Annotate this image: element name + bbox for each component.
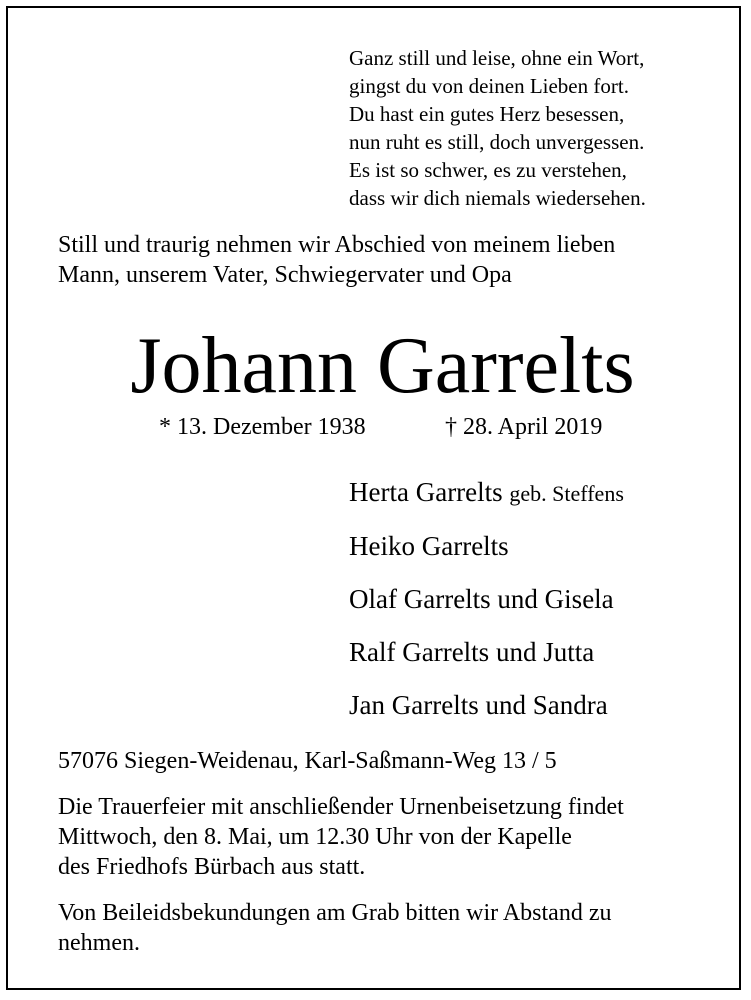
request-line: nehmen.: [58, 930, 140, 956]
mourners-list: [349, 466, 739, 732]
poem-line: Du hast ein gutes Herz besessen,: [349, 102, 625, 126]
intro-text: [58, 230, 718, 290]
ceremony-info: [58, 792, 728, 882]
mourner-item: [349, 573, 739, 626]
mourner-name: Heiko Garrelts: [349, 531, 509, 561]
mourner-item: [349, 626, 739, 679]
ceremony-line: Die Trauerfeier mit anschließender Urnenbeisetzung findet: [58, 794, 624, 820]
poem-line: Ganz still und leise, ohne ein Wort,: [349, 46, 645, 70]
request-line: Von Beileidsbekundungen am Grab bitten wir Abstand zu: [58, 900, 612, 926]
deceased-name: Johann Garrelts: [130, 322, 635, 410]
poem: [349, 44, 729, 212]
birth-date: * 13. Dezember 1938: [159, 414, 366, 440]
ceremony-line: Mittwoch, den 8. Mai, um 12.30 Uhr von der Kapelle: [58, 824, 572, 850]
poem-line: nun ruht es still, doch unvergessen.: [349, 130, 645, 154]
intro-line: Still und traurig nehmen wir Abschied von meinem lieben: [58, 232, 616, 258]
mourner-note: geb. Steffens: [509, 481, 624, 506]
address: 57076 Siegen-Weidenau, Karl-Saßmann-Weg 13 / 5: [58, 748, 557, 774]
intro-line: Mann, unserem Vater, Schwiegervater und Opa: [58, 262, 512, 288]
poem-line: gingst du von deinen Lieben fort.: [349, 74, 629, 98]
ceremony-line: des Friedhofs Bürbach aus statt.: [58, 854, 366, 880]
condolence-request: [58, 898, 728, 958]
mourner-name: Ralf Garrelts und Jutta: [349, 637, 595, 667]
poem-line: dass wir dich niemals wiedersehen.: [349, 186, 646, 210]
mourner-name: Herta Garrelts: [349, 477, 503, 507]
mourner-item: [349, 520, 739, 573]
mourner-name: Olaf Garrelts und Gisela: [349, 584, 614, 614]
mourner-name: Jan Garrelts und Sandra: [349, 690, 608, 720]
mourner-item: [349, 679, 739, 732]
mourner-item: [349, 466, 739, 520]
death-date: † 28. April 2019: [445, 414, 603, 440]
poem-line: Es ist so schwer, es zu verstehen,: [349, 158, 627, 182]
